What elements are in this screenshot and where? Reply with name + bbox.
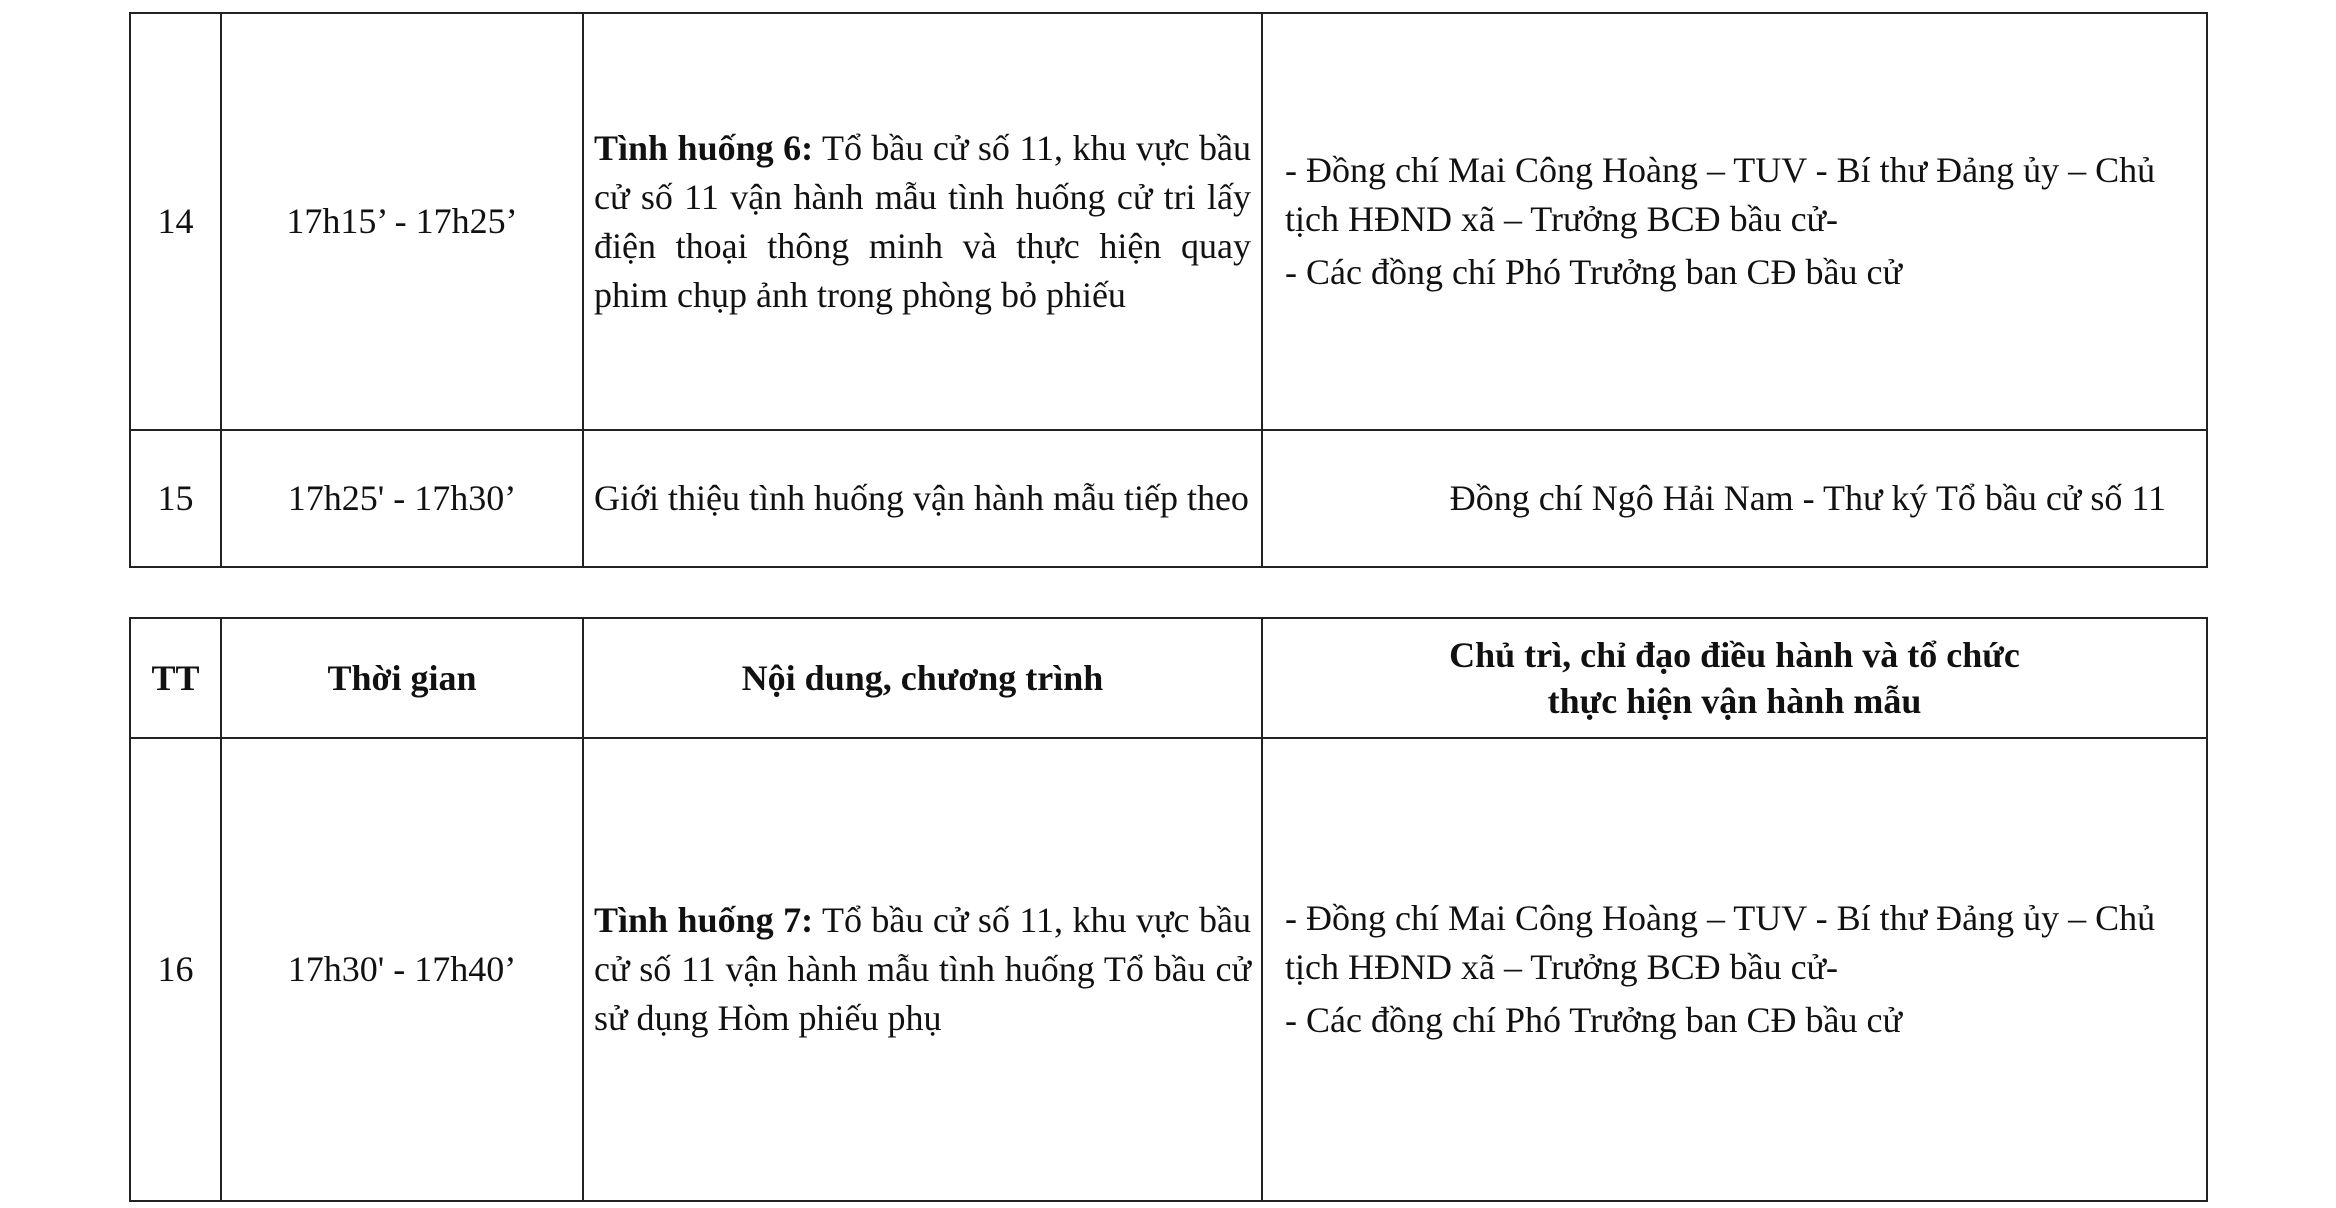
header-lead-line: Chủ trì, chỉ đạo điều hành và tổ chức	[1449, 635, 2020, 675]
header-content: Nội dung, chương trình	[583, 618, 1262, 738]
time-cell: 17h30' - 17h40’	[221, 738, 583, 1201]
header-lead	[1262, 618, 2207, 738]
header-tt: TT	[130, 618, 221, 738]
tt-cell: 15	[130, 430, 221, 567]
table-row	[130, 13, 2207, 430]
lead-line: - Các đồng chí Phó Trưởng ban CĐ bầu cử	[1285, 252, 1903, 292]
content-cell	[583, 738, 1262, 1201]
schedule-table-1	[129, 12, 2208, 568]
situation-label: Tình huống 6:	[594, 127, 814, 168]
table-row	[130, 738, 2207, 1201]
lead-cell: Đồng chí Ngô Hải Nam - Thư ký Tổ bầu cử số 11	[1262, 430, 2207, 567]
lead-line: - Đồng chí Mai Công Hoàng – TUV - Bí thư Đảng ủy – Chủ tịch HĐND xã – Trưởng BCĐ bầu cử-	[1285, 150, 2156, 239]
tt-cell: 14	[130, 13, 221, 430]
content-cell: Giới thiệu tình huống vận hành mẫu tiếp theo	[583, 430, 1262, 567]
time-cell: 17h15’ - 17h25’	[221, 13, 583, 430]
situation-text: Tổ bầu cử số 11, khu vực bầu cử số 11 vận hành mẫu tình huống Tổ bầu cử sử dụng Hòm phiếu phụ	[594, 900, 1252, 1038]
lead-cell	[1262, 738, 2207, 1201]
situation-label: Tình huống 7:	[594, 900, 814, 940]
table-row	[130, 430, 2207, 567]
schedule-table-2	[129, 617, 2208, 1202]
situation-text: Tổ bầu cử số 11, khu vực bầu cử số 11 vận hành mẫu tình huống cử tri lấy điện thoại thông minh và thực hiện quay phim chụp ảnh trong phòng bỏ phiếu	[594, 127, 1252, 315]
time-cell: 17h25' - 17h30’	[221, 430, 583, 567]
lead-line: - Đồng chí Mai Công Hoàng – TUV - Bí thư Đảng ủy – Chủ tịch HĐND xã – Trưởng BCĐ bầu cử-	[1285, 898, 2156, 987]
lead-line: - Các đồng chí Phó Trưởng ban CĐ bầu cử	[1285, 1000, 1903, 1040]
table-header-row	[130, 618, 2207, 738]
header-lead-line: thực hiện vận hành mẫu	[1547, 681, 1922, 721]
tt-cell: 16	[130, 738, 221, 1201]
content-cell	[583, 13, 1262, 430]
header-time: Thời gian	[221, 618, 583, 738]
lead-cell	[1262, 13, 2207, 430]
